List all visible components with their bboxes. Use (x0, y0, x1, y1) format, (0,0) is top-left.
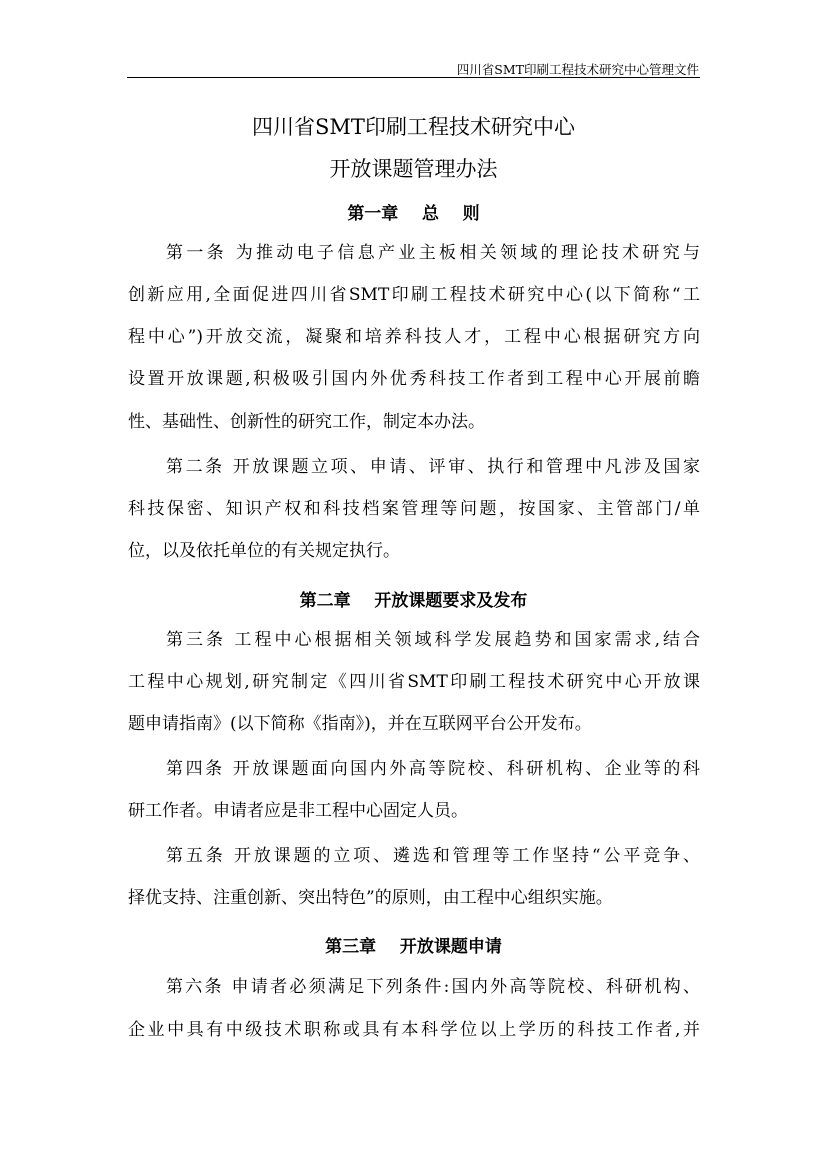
chapter-1-heading: 第一章 总 则 (347, 204, 480, 224)
article-1-line-3: 程中心”)开放交流，凝聚和培养科技人才，工程中心根据研究方向 (128, 327, 700, 347)
article-3-line-1: 第三条 工程中心根据相关领域科学发展趋势和国家需求,结合 (166, 630, 700, 650)
article-1-line-4: 设置开放课题,积极吸引国内外优秀科技工作者到工程中心开展前瞻 (128, 369, 700, 389)
article-1-line-2: 创新应用,全面促进四川省SMT印刷工程技术研究中心(以下简称“工 (128, 285, 700, 305)
article-3-line-3: 题申请指南》(以下简称《指南》)，并在互联网平台公开发布。 (128, 714, 592, 734)
article-3-line-2: 工程中心规划,研究制定《四川省SMT印刷工程技术研究中心开放课 (128, 672, 700, 692)
document-title-line-2: 开放课题管理办法 (329, 157, 498, 181)
article-6-line-1: 第六条 申请者必须满足下列条件:国内外高等院校、科研机构、 (166, 977, 700, 997)
header-divider (127, 77, 700, 78)
article-1-line-1: 第一条 为推动电子信息产业主板相关领域的理论技术研究与 (166, 243, 700, 263)
article-5-line-1: 第五条 开放课题的立项、遴选和管理等工作坚持“公平竞争、 (166, 846, 700, 866)
article-4-line-1: 第四条 开放课题面向国内外高等院校、科研机构、企业等的科 (166, 759, 700, 779)
article-4-line-2: 研工作者。申请者应是非工程中心固定人员。 (128, 801, 468, 821)
article-2-line-3: 位，以及依托单位的有关规定执行。 (128, 541, 400, 561)
article-5-line-2: 择优支持、注重创新、突出特色”的原则，由工程中心组织实施。 (128, 888, 613, 908)
document-title-line-1: 四川省SMT印刷工程技术研究中心 (252, 115, 575, 139)
chapter-3-heading: 第三章 开放课题申请 (325, 937, 502, 957)
article-6-line-2: 企业中具有中级技术职称或具有本科学位以上学历的科技工作者,并 (128, 1020, 700, 1040)
article-1-line-5: 性、基础性、创新性的研究工作，制定本办法。 (128, 412, 485, 432)
article-2-line-1: 第二条 开放课题立项、申请、评审、执行和管理中凡涉及国家 (166, 457, 700, 477)
article-2-line-2: 科技保密、知识产权和科技档案管理等问题，按国家、主管部门/单 (128, 499, 700, 519)
document-header-label: 四川省SMT印刷工程技术研究中心管理文件 (456, 62, 699, 77)
chapter-2-heading: 第二章 开放课题要求及发布 (299, 591, 528, 611)
